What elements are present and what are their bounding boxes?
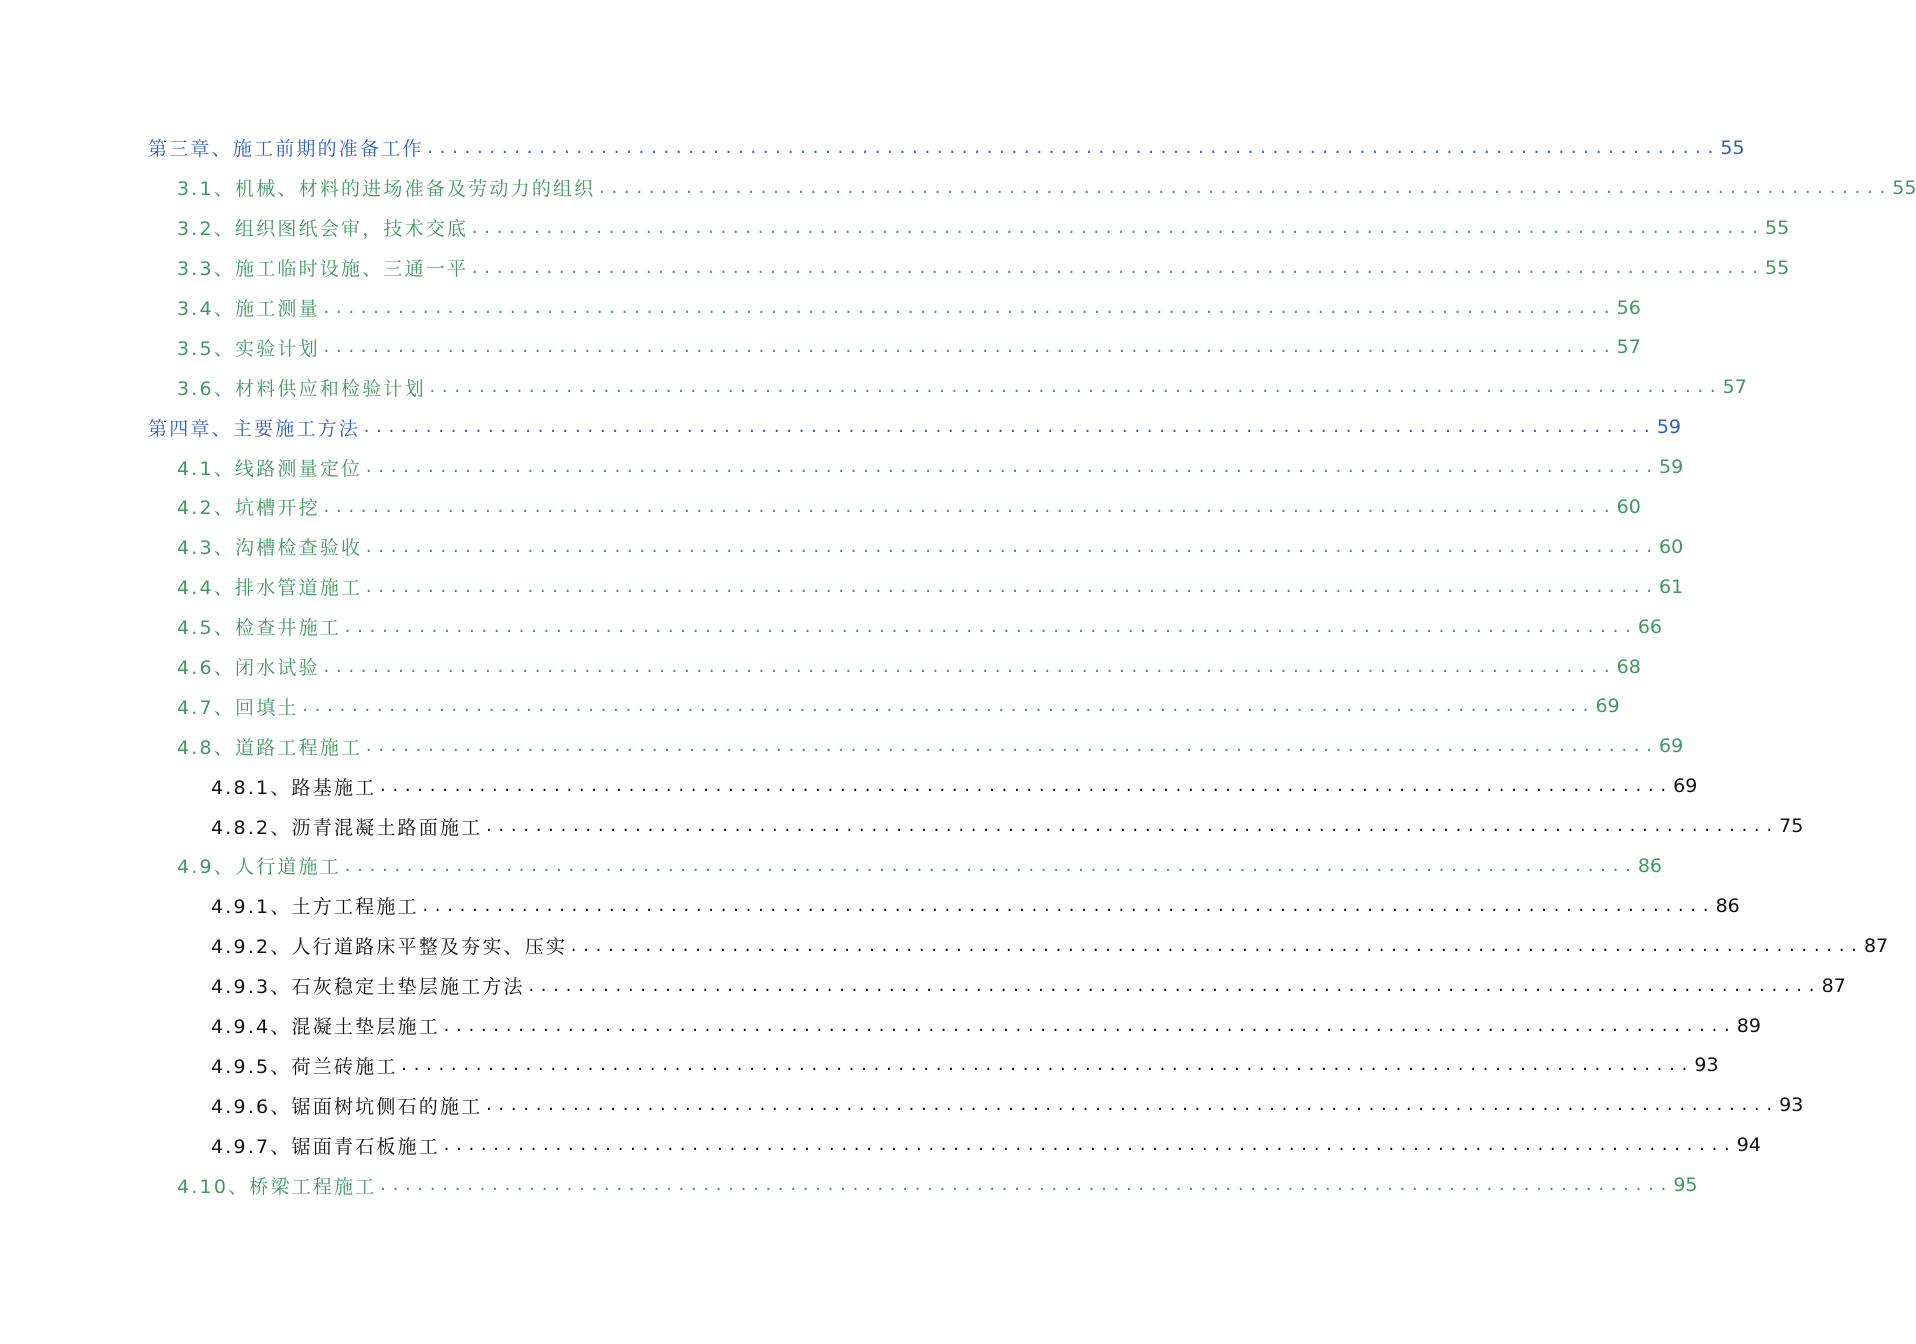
- toc-dot-leader: ........................................................................................................: [484, 817, 1778, 836]
- toc-page-number: 69: [1595, 695, 1620, 718]
- toc-entry-title: 4.9.6、锯面树坑侧石的施工: [211, 1095, 483, 1118]
- toc-page-number: 57: [1722, 376, 1747, 399]
- toc-dot-leader: ........................................................................................................: [526, 976, 1820, 995]
- toc-page-number: 55: [1765, 216, 1790, 239]
- toc-page-number: 55: [1720, 136, 1745, 159]
- toc-dot-leader: ........................................................................................................: [343, 617, 1636, 636]
- toc-entry-title: 4.9.5、荷兰砖施工: [211, 1055, 398, 1078]
- toc-dot-leader: ........................................................................................................: [441, 1016, 1735, 1035]
- toc-entry[interactable]: [0, 766, 1698, 806]
- toc-entry-title: 4.1、线路测量定位: [177, 457, 363, 480]
- toc-page-number: 60: [1616, 495, 1641, 518]
- toc-entry[interactable]: [0, 1045, 1719, 1085]
- toc-entry[interactable]: [0, 208, 1790, 248]
- toc-entry[interactable]: [0, 846, 1663, 886]
- toc-dot-leader: ........................................................................................................: [441, 1136, 1735, 1155]
- toc-entry[interactable]: [0, 367, 1747, 407]
- toc-page-number: 69: [1659, 735, 1684, 758]
- toc-page-number: 61: [1659, 575, 1684, 598]
- toc-dot-leader: ........................................................................................................: [470, 258, 1764, 277]
- toc-entry[interactable]: [0, 647, 1641, 687]
- toc-dot-leader: ........................................................................................................: [569, 936, 1862, 955]
- toc-entry-title: 4.4、排水管道施工: [177, 577, 363, 600]
- toc-entry-title: 第三章、施工前期的准备工作: [148, 138, 424, 161]
- toc-dot-leader: ........................................................................................................: [362, 418, 1655, 437]
- toc-entry-title: 4.8、道路工程施工: [177, 736, 363, 759]
- toc-page-number: 86: [1637, 854, 1663, 877]
- toc-dot-leader: ........................................................................................................: [597, 178, 1891, 197]
- toc-page-number: 87: [1863, 934, 1889, 957]
- toc-page-number: 95: [1673, 1174, 1698, 1197]
- toc-entry[interactable]: [0, 288, 1641, 328]
- toc-page-number: 87: [1821, 974, 1846, 997]
- toc-entry-title: 4.8.1、路基施工: [211, 776, 377, 799]
- toc-entry[interactable]: [0, 1085, 1804, 1125]
- toc-page-number: 93: [1779, 1094, 1804, 1117]
- toc-entry-title: 3.5、实验计划: [177, 337, 320, 360]
- toc-entry-title: 3.4、施工测量: [177, 298, 320, 320]
- toc-page-number: 68: [1616, 655, 1641, 678]
- toc-dot-leader: ........................................................................................................: [364, 737, 1658, 756]
- toc-dot-leader: ........................................................................................................: [399, 1056, 1693, 1075]
- toc-page-number: 55: [1765, 256, 1790, 279]
- toc-dot-leader: ........................................................................................................: [378, 1176, 1672, 1195]
- toc-page-number: 59: [1659, 456, 1684, 479]
- toc-dot-leader: ........................................................................................................: [321, 338, 1615, 357]
- toc-entry[interactable]: [0, 527, 1684, 567]
- toc-dot-leader: ........................................................................................................: [364, 537, 1658, 556]
- toc-page-number: 75: [1779, 815, 1804, 838]
- toc-entry-title: 4.6、闭水试验: [177, 657, 320, 680]
- toc-entry[interactable]: [0, 1125, 1761, 1165]
- toc-entry-title: 3.3、施工临时设施、三通一平: [177, 258, 469, 281]
- toc-entry[interactable]: [0, 686, 1620, 726]
- toc-entry[interactable]: [0, 966, 1846, 1006]
- toc-entry-title: 4.10、桥梁工程施工: [177, 1175, 377, 1198]
- toc-page-number: 59: [1656, 416, 1682, 439]
- toc-entry-title: 4.9.1、土方工程施工: [211, 896, 419, 919]
- toc-entry[interactable]: [0, 726, 1684, 766]
- toc-entry[interactable]: [0, 168, 1916, 208]
- toc-entry[interactable]: [0, 487, 1641, 527]
- toc-entry-title: 3.1、机械、材料的进场准备及劳动力的组织: [177, 178, 596, 201]
- toc-entry[interactable]: [0, 806, 1804, 846]
- toc-dot-leader: ........................................................................................................: [378, 777, 1672, 796]
- toc-dot-leader: ........................................................................................................: [343, 856, 1636, 875]
- toc-dot-leader: ........................................................................................................: [300, 697, 1594, 716]
- toc-page-number: 55: [1892, 176, 1916, 199]
- toc-entry[interactable]: [0, 447, 1684, 487]
- toc-dot-leader: ........................................................................................................: [321, 298, 1615, 317]
- toc-dot-leader: ........................................................................................................: [425, 138, 1719, 157]
- table-of-contents: [0, 128, 1916, 1205]
- toc-entry-title: 4.2、坑槽开挖: [177, 497, 320, 520]
- toc-entry-title: 4.5、检查井施工: [177, 617, 342, 640]
- toc-entry-title: 4.9.3、石灰稳定土垫层施工方法: [211, 976, 525, 999]
- toc-dot-leader: ........................................................................................................: [321, 657, 1615, 676]
- toc-entry-title: 4.8.2、沥青混凝土路面施工: [211, 816, 483, 839]
- toc-dot-leader: ........................................................................................................: [420, 896, 1714, 915]
- toc-entry-title: 4.9.4、混凝土垫层施工: [211, 1016, 440, 1039]
- toc-entry[interactable]: [0, 886, 1740, 926]
- toc-dot-leader: ........................................................................................................: [470, 218, 1764, 237]
- toc-entry[interactable]: [0, 327, 1641, 367]
- toc-dot-leader: ........................................................................................................: [364, 577, 1658, 596]
- toc-entry[interactable]: [0, 407, 1682, 447]
- toc-page-number: 89: [1736, 1014, 1761, 1037]
- toc-entry-title: 4.7、回填土: [177, 696, 299, 719]
- toc-entry-title: 3.2、组织图纸会审，技术交底: [177, 218, 469, 241]
- toc-page-number: 60: [1659, 535, 1684, 558]
- toc-entry-title: 3.6、材料供应和检验计划: [177, 377, 426, 400]
- toc-page-number: 57: [1616, 336, 1641, 359]
- toc-entry[interactable]: [0, 128, 1745, 168]
- toc-page-number: 69: [1673, 775, 1698, 798]
- toc-page-number: 93: [1694, 1054, 1719, 1077]
- toc-entry-title: 4.9、人行道施工: [177, 856, 342, 879]
- toc-dot-leader: ........................................................................................................: [484, 1096, 1778, 1115]
- toc-entry-title: 第四章、主要施工方法: [148, 417, 361, 440]
- toc-page-number: 86: [1715, 894, 1740, 917]
- toc-entry[interactable]: [0, 607, 1663, 647]
- toc-entry-title: 4.9.7、锯面青石板施工: [211, 1135, 440, 1158]
- toc-dot-leader: ........................................................................................................: [427, 378, 1721, 397]
- toc-dot-leader: ........................................................................................................: [364, 458, 1658, 477]
- toc-page-number: 66: [1637, 615, 1663, 638]
- toc-entry-title: 4.9.2、人行道路床平整及夯实、压实: [211, 936, 568, 959]
- toc-entry-title: 4.3、沟槽检查验收: [177, 537, 363, 560]
- toc-entry[interactable]: [0, 1006, 1761, 1046]
- toc-entry[interactable]: [0, 567, 1684, 607]
- toc-page-number: 56: [1616, 296, 1641, 319]
- toc-page-number: 94: [1736, 1134, 1761, 1157]
- toc-dot-leader: ........................................................................................................: [321, 497, 1615, 516]
- toc-entry[interactable]: [0, 248, 1790, 288]
- toc-entry[interactable]: [0, 926, 1889, 966]
- toc-entry[interactable]: [0, 1165, 1698, 1205]
